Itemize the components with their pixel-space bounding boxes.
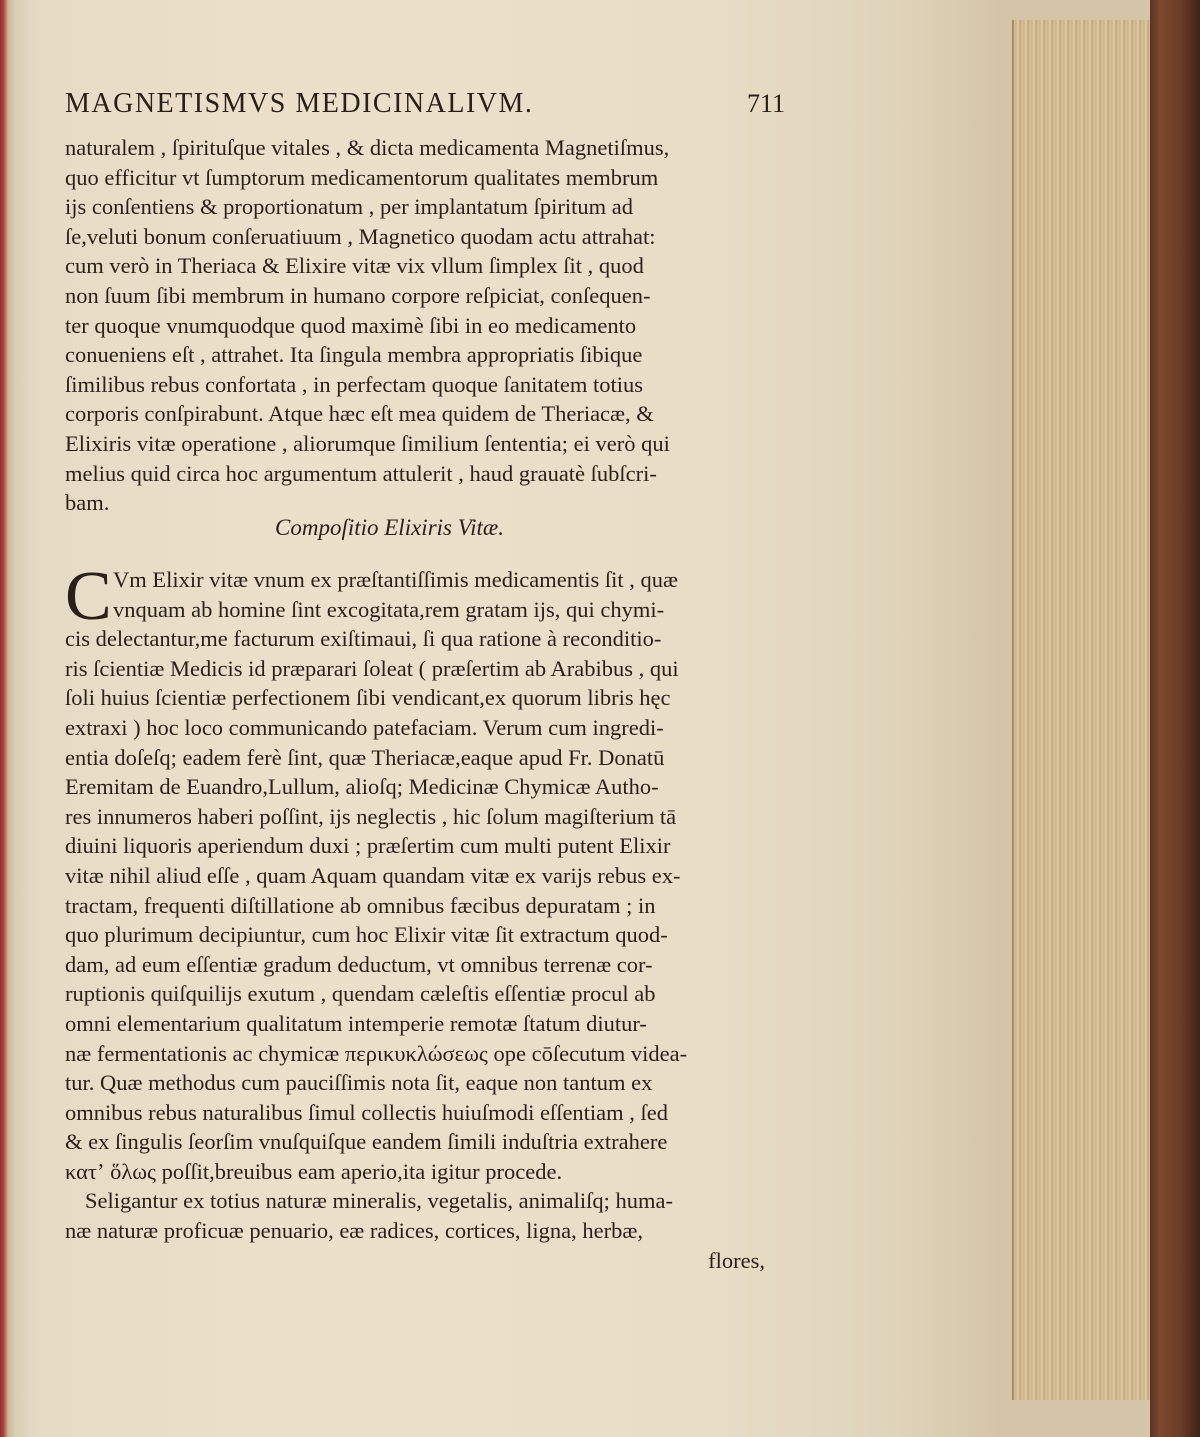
text-line: quo plurimum decipiuntur, cum hoc Elixir vitæ ſit extractum quod- (65, 922, 668, 948)
text-line: naturalem , ſpirituſque vitales , & dicta medicamenta Magnetiſmus, (65, 135, 670, 160)
text-line: non ſuum ſibi membrum in humano corpore reſpiciat, conſequen- (65, 282, 651, 308)
text-line: næ fermentationis ac chymicæ περικυκλώσεως ope cōſecutum videa- (65, 1040, 688, 1066)
paragraph-2 (65, 558, 765, 1275)
page-fore-edge (1012, 20, 1164, 1400)
text-line: κατʼ ὅλως poſſit,breuibus eam aperio,ita igitur procede. (65, 1158, 563, 1184)
text-line: conueniens eſt , attrahet. Ita ſingula membra appropriatis ſibique (65, 342, 643, 368)
gutter-edge (0, 0, 14, 1437)
text-line: ſoli huius ſcientiæ perfectionem ſibi vendicant,ex quorum libris hęc (65, 685, 671, 711)
text-line: ijs conſentiens & proportionatum , per implantatum ſpiritum ad (65, 194, 634, 220)
text-line: ſe,veluti bonum conſeruatiuum , Magnetico quodam actu attrahat: (65, 223, 656, 249)
text-line: res innumeros haberi poſſint, ijs neglectis , hic ſolum magiſterium tā (65, 803, 677, 829)
text-line: entia doſeſq; eadem ferè ſint, quæ Theriacæ,eaque apud Fr. Donatū (65, 744, 665, 770)
drop-cap: C (65, 558, 112, 635)
text-line: extraxi ) hoc loco communicando patefaciam. Verum cum ingredi- (65, 714, 664, 740)
catchword: flores, (708, 1247, 765, 1273)
text-line: tur. Quæ methodus cum pauciſſimis nota ſit, eaque non tantum ex (65, 1070, 653, 1096)
running-head: MAGNETISMVS MEDICINALIVM. (65, 88, 534, 119)
text-line: tractam, frequenti diſtillatione ab omnibus fæcibus depuratam ; in (65, 892, 656, 918)
text-line: cum verò in Theriaca & Elixire vitæ vix vllum ſimplex ſit , quod (65, 253, 644, 279)
text-line: diuini liquoris aperiendum duxi ; præſertim cum multi putent Elixir (65, 833, 671, 859)
text-line: Vm Elixir vitæ vnum ex præſtantiſſimis medicamentis ſit , quæ (113, 567, 678, 592)
text-line: melius quid circa hoc argumentum attulerit , haud grauatè ſubſcri- (65, 460, 657, 486)
text-line: vitæ nihil aliud eſſe , quam Aquam quandam vitæ ex varijs rebus ex- (65, 862, 681, 888)
book-cover (1150, 0, 1200, 1437)
text-line: ſimilibus rebus confortata , in perfectam quoque ſanitatem totius (65, 371, 643, 397)
text-line: ter quoque vnumquodque quod maximè ſibi in eo medicamento (65, 312, 637, 338)
page-number: 711 (746, 89, 785, 118)
page-header (65, 88, 785, 128)
section-heading: Compoſitio Elixiris Vitæ. (275, 515, 504, 540)
text-line: & ex ſingulis ſeorſim vnuſquiſque eandem ſimili induſtria extrahere (65, 1129, 668, 1155)
paragraph-1 (65, 133, 765, 518)
text-line: omni elementarium qualitatum intemperie remotæ ſtatum diutur- (65, 1010, 647, 1036)
text-line: bam. (65, 490, 110, 516)
text-line: ruptionis quiſquilijs exutum , quendam cæleſtis eſſentiæ procul ab (65, 981, 656, 1007)
text-line: næ naturæ proficuæ penuario, eæ radices, cortices, ligna, herbæ, (65, 1218, 643, 1244)
text-line: omnibus rebus naturalibus ſimul collectis huiuſmodi eſſentiam , ſed (65, 1099, 669, 1125)
text-line: Seligantur ex totius naturæ mineralis, vegetalis, animaliſq; huma- (85, 1188, 673, 1214)
text-line: Eremitam de Euandro,Lullum, alioſq; Medicinæ Chymicæ Autho- (65, 774, 659, 800)
text-line: corporis conſpirabunt. Atque hæc eſt mea quidem de Theriacæ, & (65, 401, 654, 427)
text-line: Elixiris vitæ operatione , aliorumque ſimilium ſententia; ei verò qui (65, 430, 670, 456)
text-line: cis delectantur,me facturum exiſtimaui, ſi qua ratione à reconditio- (65, 626, 662, 652)
text-line: ris ſcientiæ Medicis id præparari ſoleat ( præſertim ab Arabibus , qui (65, 655, 679, 681)
text-line: quo efficitur vt ſumptorum medicamentorum qualitates membrum (65, 164, 659, 190)
text-line: dam, ad eum eſſentiæ gradum deductum, vt omnibus terrenæ cor- (65, 951, 653, 977)
text-line: vnquam ab homine ſint excogitata,rem gratam ijs, qui chymi- (113, 596, 665, 622)
